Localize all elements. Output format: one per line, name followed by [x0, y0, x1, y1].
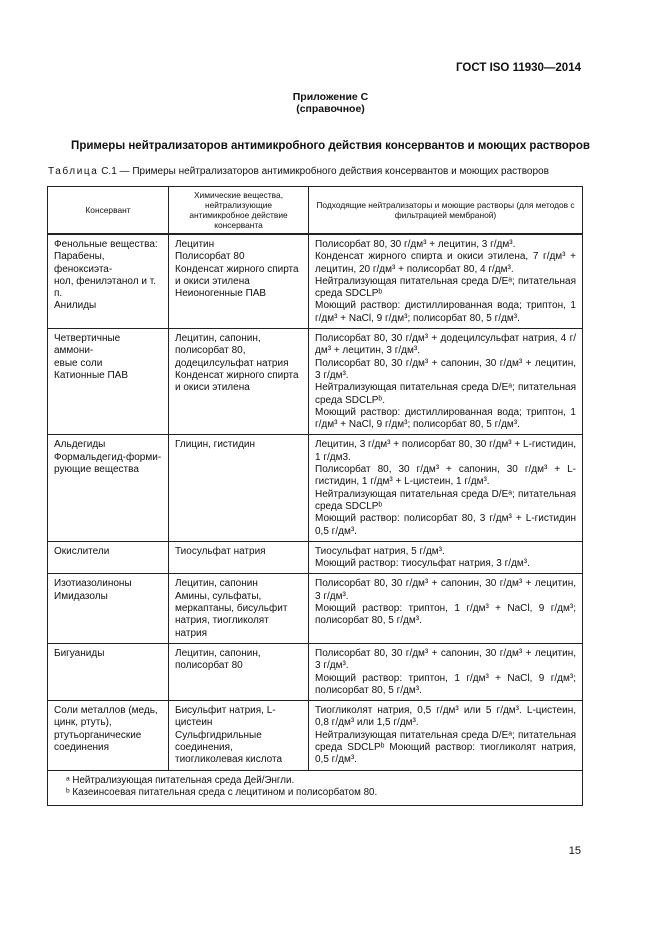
preservative-cell — [48, 643, 169, 700]
preservative-line: евые соли — [54, 357, 103, 369]
chemicals-cell — [169, 234, 309, 329]
preservative-cell — [48, 701, 169, 770]
neutralizer-line: Нейтрализующая питательная среда D/Eᵃ; питательная среда SDCLPᵇ — [315, 275, 576, 300]
section-title: Примеры нейтрализаторов антимикробного действия консервантов и моющих растворов — [71, 140, 590, 152]
chemical-line: Сульфгидрильные соединения, тиогликолевая кислота — [175, 729, 283, 766]
table-caption — [48, 166, 549, 177]
table-row — [48, 329, 583, 435]
chemicals-cell — [169, 643, 309, 700]
chemicals-cell — [169, 541, 309, 574]
chemical-line: Глицин, гистидин — [175, 439, 256, 451]
page-number: 15 — [568, 845, 581, 857]
preservative-cell — [48, 541, 169, 574]
neutralizer-line: Лецитин, 3 г/дм³ + полисорбат 80, 30 г/дм³ + L-гистидин, 1 г/дм3. — [315, 439, 576, 463]
chemical-line: Конденсат жирного спирта и окиси этилена — [175, 263, 299, 287]
neutralizers-cell — [309, 701, 583, 770]
footnote-b: ᵇ Казеинсоевая питательная среда с лецитином и полисорбатом 80. — [66, 786, 378, 798]
preservative-line: Парабены, феноксиэта- — [54, 251, 113, 275]
neutralizer-line: Моющий раствор: тиосульфат натрия, 3 г/дм³. — [315, 558, 530, 570]
annex-title: Приложение С — [292, 91, 369, 103]
table-header-row — [48, 187, 583, 235]
neutralizer-line: Моющий раствор: триптон, 1 г/дм³ + NaCl, 9 г/дм³; полисорбат 80, 5 г/дм³. — [315, 672, 576, 696]
table-caption-text: С.1 — Примеры нейтрализаторов антимикробного действия консервантов и моющих растворов — [101, 166, 549, 177]
footnote-a: ᵃ Нейтрализующая питательная среда Дей/Энгли. — [66, 774, 295, 786]
chemical-line: Амины, сульфаты, меркаптаны, бисульфит натрия, тиогликолят натрия — [175, 590, 288, 639]
column-header-chemicals: Химические вещества, нейтрализующие антимикробное действие консерванта — [169, 187, 309, 235]
neutralizer-line: Полисорбат 80, 30 г/дм³ + сапонин, 30 г/дм³ + лецитин, 3 г/дм³. — [315, 647, 576, 672]
neutralizer-line: Моющий раствор: полисорбат 80, 3 г/дм³ + L-гистидин 0,5 г/дм³. — [315, 513, 576, 537]
neutralizer-line: Тиосульфат натрия, 5 г/дм³. — [315, 545, 445, 557]
chemical-line: Бисульфит натрия, L-цистеин — [175, 705, 276, 729]
chemicals-cell — [169, 574, 309, 643]
preservative-cell — [48, 234, 169, 329]
preservative-line: Четвертичные аммони- — [54, 333, 121, 357]
neutralizers-cell — [309, 643, 583, 700]
column-header-preservative: Консервант — [48, 187, 169, 235]
preservative-line: Окислители — [54, 545, 110, 557]
neutralizers-cell — [309, 541, 583, 574]
neutralizers-cell — [309, 329, 583, 435]
preservative-cell — [48, 435, 169, 541]
preservative-line: Фенольные вещества: — [54, 239, 158, 250]
preservative-cell — [48, 574, 169, 643]
table-row — [48, 234, 583, 329]
neutralizer-line: Полисорбат 80, 30 г/дм³ + лецитин, 3 г/дм³. — [315, 239, 516, 250]
chemical-line: Лецитин, сапонин, полисорбат 80 — [175, 647, 261, 672]
neutralizer-line: Моющий раствор: дистиллированная вода; триптон, 1 г/дм³ + NaCl, 9 г/дм³; полисорбат 80, 5 г/дм³. — [315, 406, 576, 431]
chemical-line: Лецитин — [175, 239, 215, 250]
table-row — [48, 643, 583, 700]
table-caption-label: Таблица — [48, 166, 99, 177]
preservative-line: Альдегиды — [54, 439, 106, 451]
annex-subtitle: (справочное) — [296, 103, 365, 115]
preservative-line: нол, фенилэтанол и т. п. — [54, 275, 156, 300]
neutralizers-cell — [309, 234, 583, 329]
chemical-line: Неионогенные ПАВ — [175, 288, 267, 300]
table-row — [48, 541, 583, 574]
chemicals-cell — [169, 435, 309, 541]
table-row — [48, 701, 583, 770]
chemical-line: Лецитин, сапонин, полисорбат 80, додецилсульфат натрия — [175, 333, 289, 369]
table-row — [48, 435, 583, 541]
neutralizer-line: Моющий раствор: триптон, 1 г/дм³ + NaCl, 9 г/дм³; полисорбат 80, 5 г/дм³. — [315, 603, 576, 627]
chemical-line: Полисорбат 80 — [175, 251, 245, 263]
neutralizer-line: Нейтрализующая питательная среда D/Eᵃ; питательная среда SDCLPᵇ Моющий раствор: тиогликолят натрия, 0,5 г/дм³. — [315, 729, 576, 766]
neutralizer-line: Тиогликолят натрия, 0,5 г/дм³ или 5 г/дм³. L-цистеин, 0,8 г/дм³ или 1,5 г/дм³. — [315, 705, 576, 729]
table-footnotes-row — [48, 770, 583, 806]
table-footnotes — [48, 770, 583, 806]
chemical-line: Лецитин, сапонин — [175, 578, 258, 590]
neutralizer-line: Полисорбат 80, 30 г/дм³ + додецилсульфат натрия, 4 г/дм³ + лецитин, 3 г/дм³. — [315, 333, 576, 357]
preservative-line: рующие вещества — [54, 464, 139, 476]
neutralizer-line: Полисорбат 80, 30 г/дм³ + сапонин, 30 г/дм³ + лецитин, 3 г/дм³. — [315, 357, 576, 381]
neutralizers-table — [47, 186, 583, 806]
chemical-line: Тиосульфат натрия — [175, 545, 266, 557]
table-row — [48, 574, 583, 643]
preservative-cell — [48, 329, 169, 435]
neutralizer-line: Полисорбат 80, 30 г/дм³ + сапонин, 30 г/дм³ + L-гистидин, 1 г/дм³ + L-цистеин, 1 г/дм³. — [315, 464, 576, 488]
column-header-neutralizers: Подходящие нейтрализаторы и моющие растворы (для методов с фильтрацией мембраной) — [309, 187, 583, 235]
chemicals-cell — [169, 329, 309, 435]
preservative-line: Анилиды — [54, 300, 97, 312]
neutralizer-line: Полисорбат 80, 30 г/дм³ + сапонин, 30 г/дм³ + лецитин, 3 г/дм³. — [315, 578, 576, 602]
standard-designation: ГОСТ ISO 11930—2014 — [456, 62, 581, 74]
chemicals-cell — [169, 701, 309, 770]
neutralizers-cell — [309, 574, 583, 643]
neutralizer-line: Конденсат жирного спирта и окиси этилена, 7 г/дм³ + лецитин, 20 г/дм³ + полисорбат 80, 4 г/дм³. — [315, 251, 576, 275]
preservative-line: Бигуаниды — [54, 647, 105, 659]
preservative-line: Изотиазолиноны — [54, 578, 132, 590]
preservative-line: Имидазолы — [54, 590, 108, 602]
preservative-line: Катионные ПАВ — [54, 369, 128, 381]
chemical-line: Конденсат жирного спирта и окиси этилена — [175, 369, 299, 394]
preservative-line: Формальдегид-форми- — [54, 451, 162, 463]
neutralizer-line: Моющий раствор: дистиллированная вода; триптон, 1 г/дм³ + NaCl, 9 г/дм³; полисорбат 80, 5 г/дм³. — [315, 300, 576, 324]
annex-heading — [0, 91, 661, 115]
neutralizer-line: Нейтрализующая питательная среда D/Eᵃ; питательная среда SDCLPᵇ. — [315, 382, 576, 406]
neutralizer-line: Нейтрализующая питательная среда D/Eᵃ; питательная среда SDCLPᵇ — [315, 488, 576, 512]
preservative-line: Соли металлов (медь, цинк, ртуть), ртутьорганические соединения — [54, 705, 158, 753]
neutralizers-cell — [309, 435, 583, 541]
